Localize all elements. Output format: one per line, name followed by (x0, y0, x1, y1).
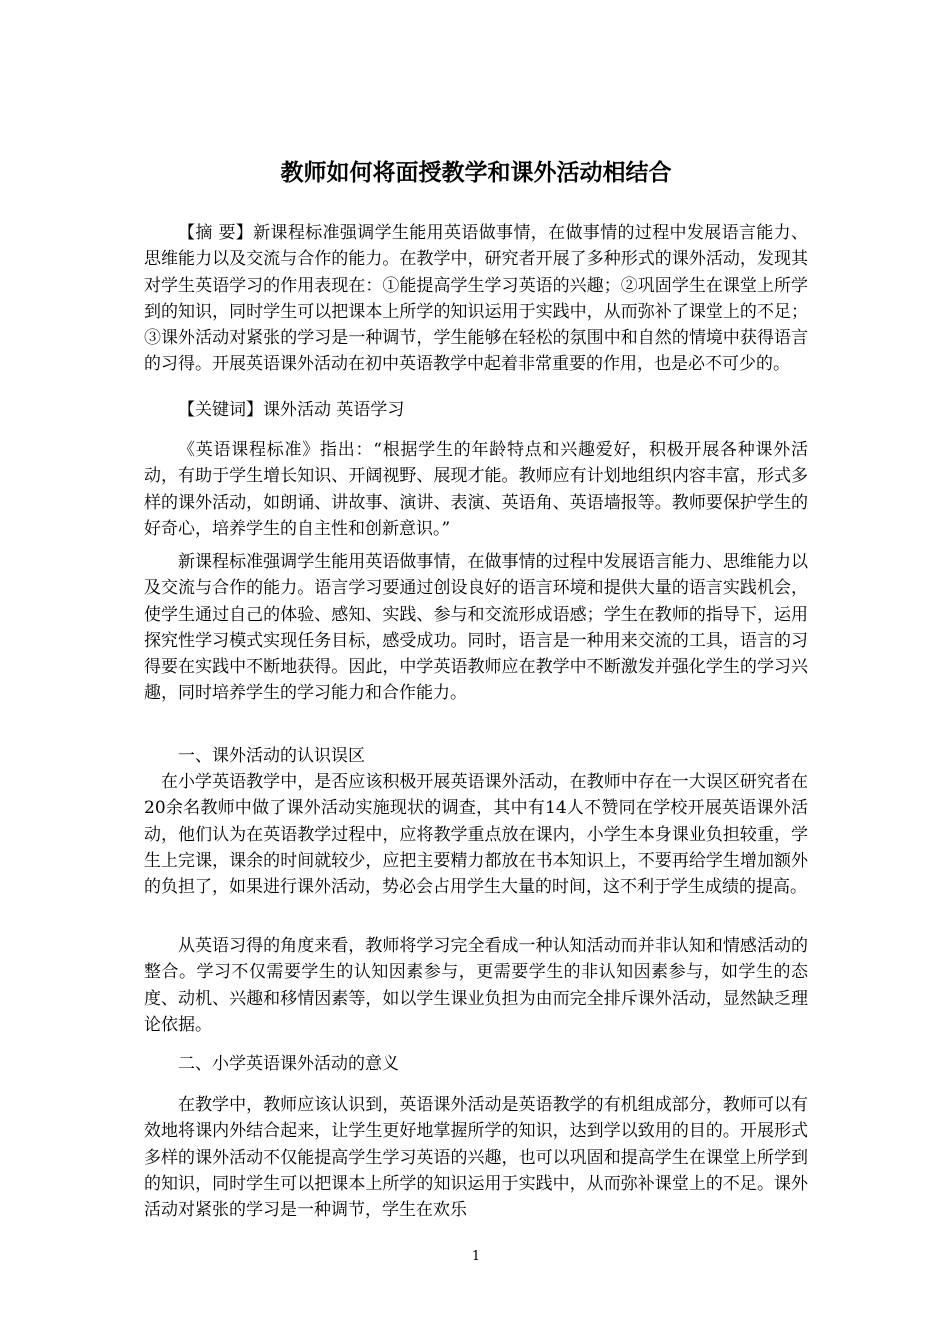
body-paragraph: 在小学英语教学中，是否应该积极开展英语课外活动，在教师中存在一大误区研究者在20余名教师中做了课外活动实施现状的调查，其中有14人不赞同在学校开展英语课外活动，他们认为在英语教学过程中，应将教学重点放在课内，小学生本身课业负担较重，学生上完课，课余的时间就较少，应把主要精力都放在书本知识上，不要再给学生增加额外的负担了，如果进行课外活动，势必会占用学生大量的时间，这不利于学生成绩的提高。 (144, 772, 808, 898)
body-paragraph: 在教学中，教师应该认识到，英语课外活动是英语教学的有机组成部分，教师可以有效地将课内外结合起来，让学生更好地掌握所学的知识，达到学以致用的目的。开展形式多样的课外活动不仅能提高学生学习英语的兴趣，也可以巩固和提高学生在课堂上所学到的知识，同时学生可以把课本上所学的知识运用于实践中，从而弥补课堂上的不足。课外活动对紧张的学习是一种调节，学生在欢乐 (144, 1095, 808, 1221)
body-paragraph: 新课程标准强调学生能用英语做事情，在做事情的过程中发展语言能力、思维能力以及交流与合作的能力。语言学习要通过创设良好的语言环境和提供大量的语言实践机会，使学生通过自己的体验、感知、实践、参与和交流形成语感；学生在教师的指导下，运用探究性学习模式实现任务目标，感受成功。同时，语言是一种用来交流的工具，语言的习得要在实践中不断地获得。因此，中学英语教师应在教学中不断激发并强化学生的学习兴趣，同时培养学生的学习能力和合作能力。 (144, 552, 808, 704)
document-title: 教师如何将面授教学和课外活动相结合 (280, 160, 672, 186)
body-paragraph: 《英语课程标准》指出：“根据学生的年龄特点和兴趣爱好，积极开展各种课外活动，有助于学生增长知识、开阔视野、展现才能。教师应有计划地组织内容丰富，形式多样的课外活动，如朗诵、讲故事、演讲、表演、英语角、英语墙报等。教师要保护学生的好奇心，培养学生的自主性和创新意识。” (144, 440, 808, 539)
section-heading-1: 一、课外活动的认识误区 (178, 746, 365, 766)
document-page (144, 0, 808, 1344)
section-heading-2: 二、小学英语课外活动的意义 (178, 1054, 399, 1074)
body-paragraph: 从英语习得的角度来看，教师将学习完全看成一种认知活动而并非认知和情感活动的整合。学习不仅需要学生的认知因素参与，更需要学生的非认知因素参与，如学生的态度、动机、兴趣和移情因素等，如以学生课业负担为由而完全排斥课外活动，显然缺乏理论依据。 (144, 936, 808, 1035)
keywords-line: 【关键词】课外活动 英语学习 (178, 400, 405, 420)
abstract-paragraph: 【摘 要】新课程标准强调学生能用英语做事情，在做事情的过程中发展语言能力、思维能力以及交流与合作的能力。在教学中，研究者开展了多种形式的课外活动，发现其对学生英语学习的作用表现在：①能提高学生学习英语的兴趣；②巩固学生在课堂上所学到的知识，同时学生可以把课本上所学的知识运用于实践中，从而弥补了课堂上的不足；③课外活动对紧张的学习是一种调节，学生能够在轻松的氛围中和自然的情境中获得语言的习得。开展英语课外活动在初中英语教学中起着非常重要的作用，也是必不可少的。 (144, 223, 808, 375)
page-number: 1 (471, 1249, 481, 1264)
